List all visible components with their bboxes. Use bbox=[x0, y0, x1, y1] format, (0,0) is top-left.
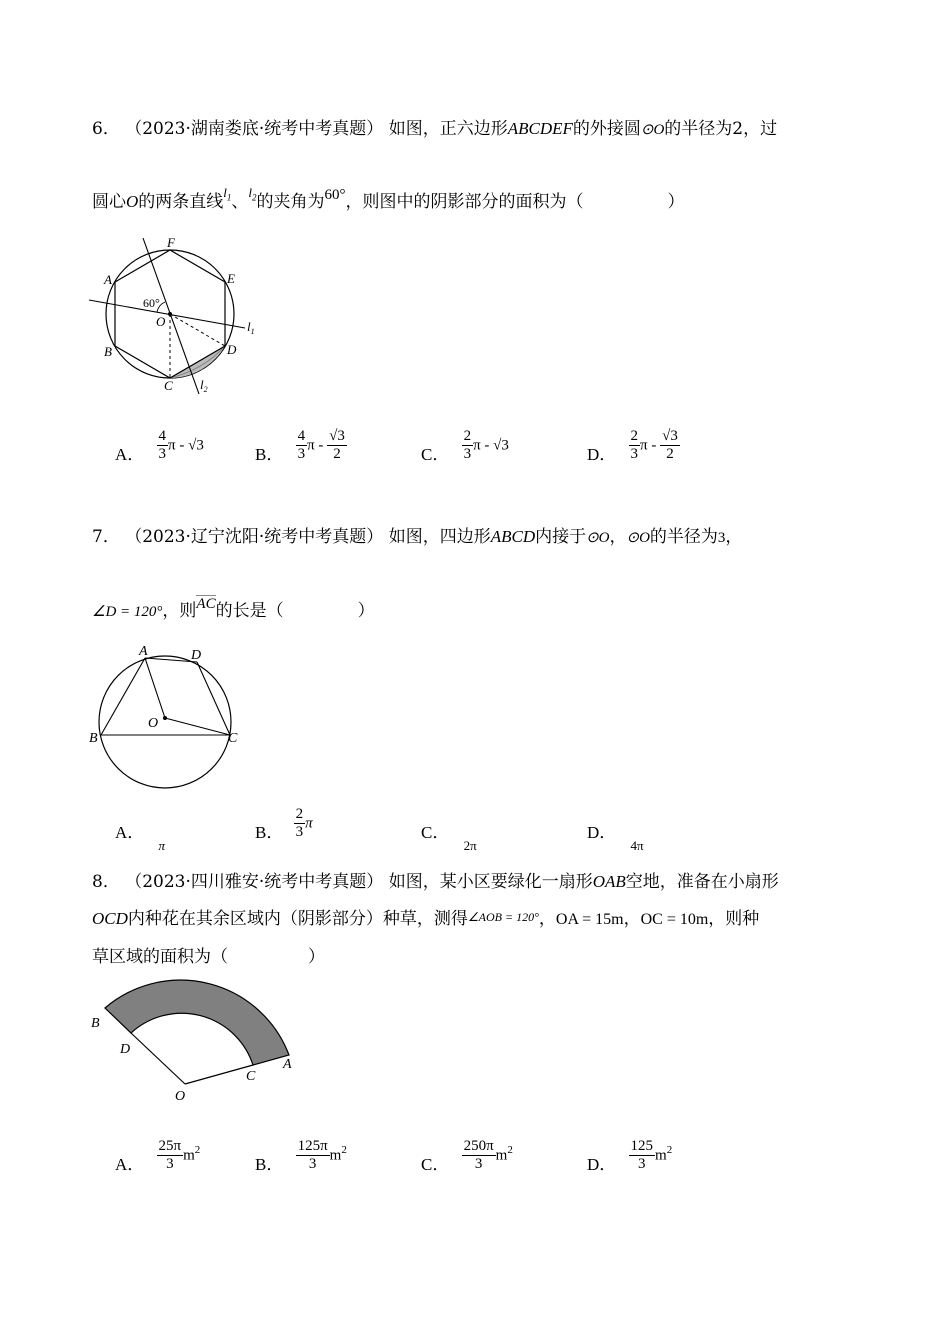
q7-option-a[interactable]: A． $_\pi$ bbox=[115, 823, 166, 854]
q6-line2 bbox=[92, 187, 685, 213]
q6-hexagon-name: ABCDEF bbox=[507, 119, 573, 138]
q6-text: 的半径为2，过 bbox=[664, 119, 778, 139]
q7-radius: 3 bbox=[717, 530, 726, 546]
q7-text: ） bbox=[357, 601, 375, 621]
option-letter: C． bbox=[421, 823, 450, 842]
q6-option-d[interactable]: D． $\frac{2}{3}$ π - $\frac{√3}{2}$ bbox=[587, 428, 678, 464]
q6-center: O bbox=[126, 192, 139, 211]
q8-text: 如图，某小区要绿化一扇形 bbox=[388, 872, 593, 892]
q6-text: 的夹角为 bbox=[256, 192, 325, 212]
q8-source: （2023·四川雅安·统考中考真题） bbox=[125, 872, 384, 892]
option-letter: A． bbox=[115, 1154, 145, 1174]
option-letter: C． bbox=[421, 1154, 450, 1174]
q6-text: 、 bbox=[231, 192, 249, 212]
q8-label-d: D bbox=[120, 1042, 131, 1057]
q7-circle-symbol: ⊙O bbox=[586, 530, 610, 546]
q8-sector-ocd: OCD bbox=[92, 909, 128, 928]
q7-text: ， bbox=[609, 527, 627, 547]
q7-text: 的半径为 bbox=[649, 527, 718, 547]
option-letter: A． bbox=[115, 823, 145, 842]
q6-option-a[interactable]: A． $\frac{4}{3}$ π - √3 bbox=[115, 428, 204, 464]
q6-label-angle: 60° bbox=[143, 296, 160, 310]
q7-segment-oc bbox=[165, 718, 230, 735]
q6-text: 的两条直线 bbox=[138, 192, 224, 212]
q8-oa: OA = 15m bbox=[555, 911, 624, 928]
q8-text: ） bbox=[308, 947, 325, 967]
q7-text: 内接于 bbox=[535, 527, 587, 547]
q6-option-c[interactable]: C． $\frac{2}{3}$ π - √3 bbox=[421, 428, 509, 464]
q8-text: ， bbox=[538, 909, 556, 929]
q7-circle-symbol: ⊙O bbox=[626, 530, 650, 546]
q8-option-d[interactable]: D． $\frac{125}{3}$ $m^2$ bbox=[587, 1138, 673, 1174]
q6-text: 如图，正六边形 bbox=[388, 119, 508, 139]
q6-center-dot bbox=[168, 312, 172, 316]
q6-label-l2: $l_2$ bbox=[200, 377, 208, 394]
option-letter: D． bbox=[587, 444, 617, 464]
q6-label-b: B bbox=[104, 344, 112, 359]
q6-label-e: E bbox=[227, 271, 235, 286]
q8-angle-aob: ∠AOB = 120° bbox=[467, 910, 539, 924]
q6-label-l1: $l_1$ bbox=[247, 319, 255, 336]
q8-text: 草区域的面积为（ bbox=[92, 947, 228, 967]
q8-option-c[interactable]: C． $\frac{250\pi}{3}$ $m^2$ bbox=[421, 1138, 513, 1174]
q6-text: 圆心 bbox=[92, 192, 126, 212]
q7-line1 bbox=[92, 522, 742, 547]
q8-number: 8． bbox=[92, 872, 120, 892]
q8-sector-oab: OAB bbox=[592, 872, 626, 891]
q8-segment-od bbox=[131, 1033, 185, 1084]
option-letter: B． bbox=[255, 1154, 284, 1174]
option-letter: C． bbox=[421, 444, 450, 464]
q6-text: ，则图中的阴影部分的面积为（ bbox=[345, 192, 584, 212]
q6-number: 6． bbox=[92, 119, 120, 139]
q7-arc-ac: AC bbox=[196, 596, 216, 612]
q7-option-c[interactable]: C． $_{2\pi}$ bbox=[421, 823, 477, 854]
q8-segment-oc bbox=[185, 1065, 253, 1084]
q7-line2 bbox=[92, 596, 375, 621]
q8-text: 内种花在其余区域内（阴影部分）种草，测得 bbox=[127, 909, 468, 929]
q8-line1 bbox=[92, 867, 779, 892]
q7-number: 7． bbox=[92, 527, 120, 547]
q7-text: ，则 bbox=[162, 601, 197, 621]
q6-l2: l2 bbox=[248, 185, 257, 203]
q6-circle-symbol: ⊙O bbox=[640, 122, 665, 138]
q7-text: ， bbox=[725, 527, 743, 547]
q6-angle: 60° bbox=[324, 187, 346, 203]
q6-label-o: O bbox=[156, 314, 166, 329]
option-letter: A． bbox=[115, 444, 145, 464]
q6-figure bbox=[85, 232, 275, 402]
option-letter: D． bbox=[587, 1154, 617, 1174]
q7-source: （2023·辽宁沈阳·统考中考真题） bbox=[125, 527, 384, 547]
q8-oc: OC = 10m bbox=[640, 911, 709, 928]
q6-l1: l1 bbox=[223, 185, 232, 203]
q7-segment-ab bbox=[101, 658, 145, 735]
option-letter: B． bbox=[255, 822, 284, 842]
q7-label-d: D bbox=[191, 648, 202, 663]
q8-option-b[interactable]: B． $\frac{125\pi}{3}$ $m^2$ bbox=[255, 1138, 347, 1174]
q8-text: ， bbox=[623, 909, 641, 929]
q7-segment-ao bbox=[145, 658, 165, 718]
q8-label-b: B bbox=[91, 1016, 100, 1031]
q8-label-c: C bbox=[246, 1069, 256, 1084]
q6-option-b[interactable]: B． $\frac{4}{3}$ π - $\frac{√3}{2}$ bbox=[255, 428, 345, 464]
q7-label-b: B bbox=[89, 731, 98, 746]
q8-figure bbox=[85, 968, 315, 1113]
q7-circle bbox=[99, 656, 231, 788]
q7-label-o: O bbox=[148, 716, 159, 731]
q7-center-dot bbox=[163, 716, 167, 720]
q8-option-a[interactable]: A． $\frac{25\pi}{3}$ $m^2$ bbox=[115, 1138, 201, 1174]
q7-quad-name: ABCD bbox=[490, 527, 536, 546]
q6-radius-od bbox=[170, 314, 225, 346]
q7-label-c: C bbox=[228, 731, 238, 746]
q6-text: ） bbox=[667, 192, 685, 212]
q6-label-a: A bbox=[104, 272, 112, 287]
q6-text: 的外接圆 bbox=[572, 119, 641, 139]
q7-figure bbox=[85, 640, 255, 790]
q8-line2 bbox=[92, 904, 759, 929]
q6-label-d: D bbox=[227, 342, 237, 357]
q8-line3 bbox=[92, 942, 325, 967]
q8-text: 空地，准备在小扇形 bbox=[625, 872, 779, 892]
q6-label-c: C bbox=[164, 378, 173, 393]
q7-segment-dc bbox=[197, 662, 230, 735]
q6-source: （2023·湖南娄底·统考中考真题） bbox=[125, 119, 384, 139]
q8-label-a: A bbox=[283, 1057, 292, 1072]
q8-label-o: O bbox=[175, 1089, 186, 1104]
q8-shaded-ring bbox=[105, 980, 289, 1065]
q7-option-b[interactable]: B． $\frac{2}{3}$ π bbox=[255, 806, 313, 842]
q7-angle-d: ∠D = 120° bbox=[92, 604, 163, 620]
q8-text: ，则种 bbox=[708, 909, 760, 929]
option-letter: D． bbox=[587, 823, 617, 842]
q7-text: 的长是（ bbox=[215, 601, 284, 621]
q7-label-a: A bbox=[139, 644, 148, 659]
q7-text: 如图，四边形 bbox=[388, 527, 491, 547]
q6-label-f: F bbox=[167, 235, 175, 250]
q6-line1 bbox=[92, 114, 777, 139]
q7-option-d[interactable]: D． $_{4\pi}$ bbox=[587, 823, 644, 854]
option-letter: B． bbox=[255, 444, 284, 464]
